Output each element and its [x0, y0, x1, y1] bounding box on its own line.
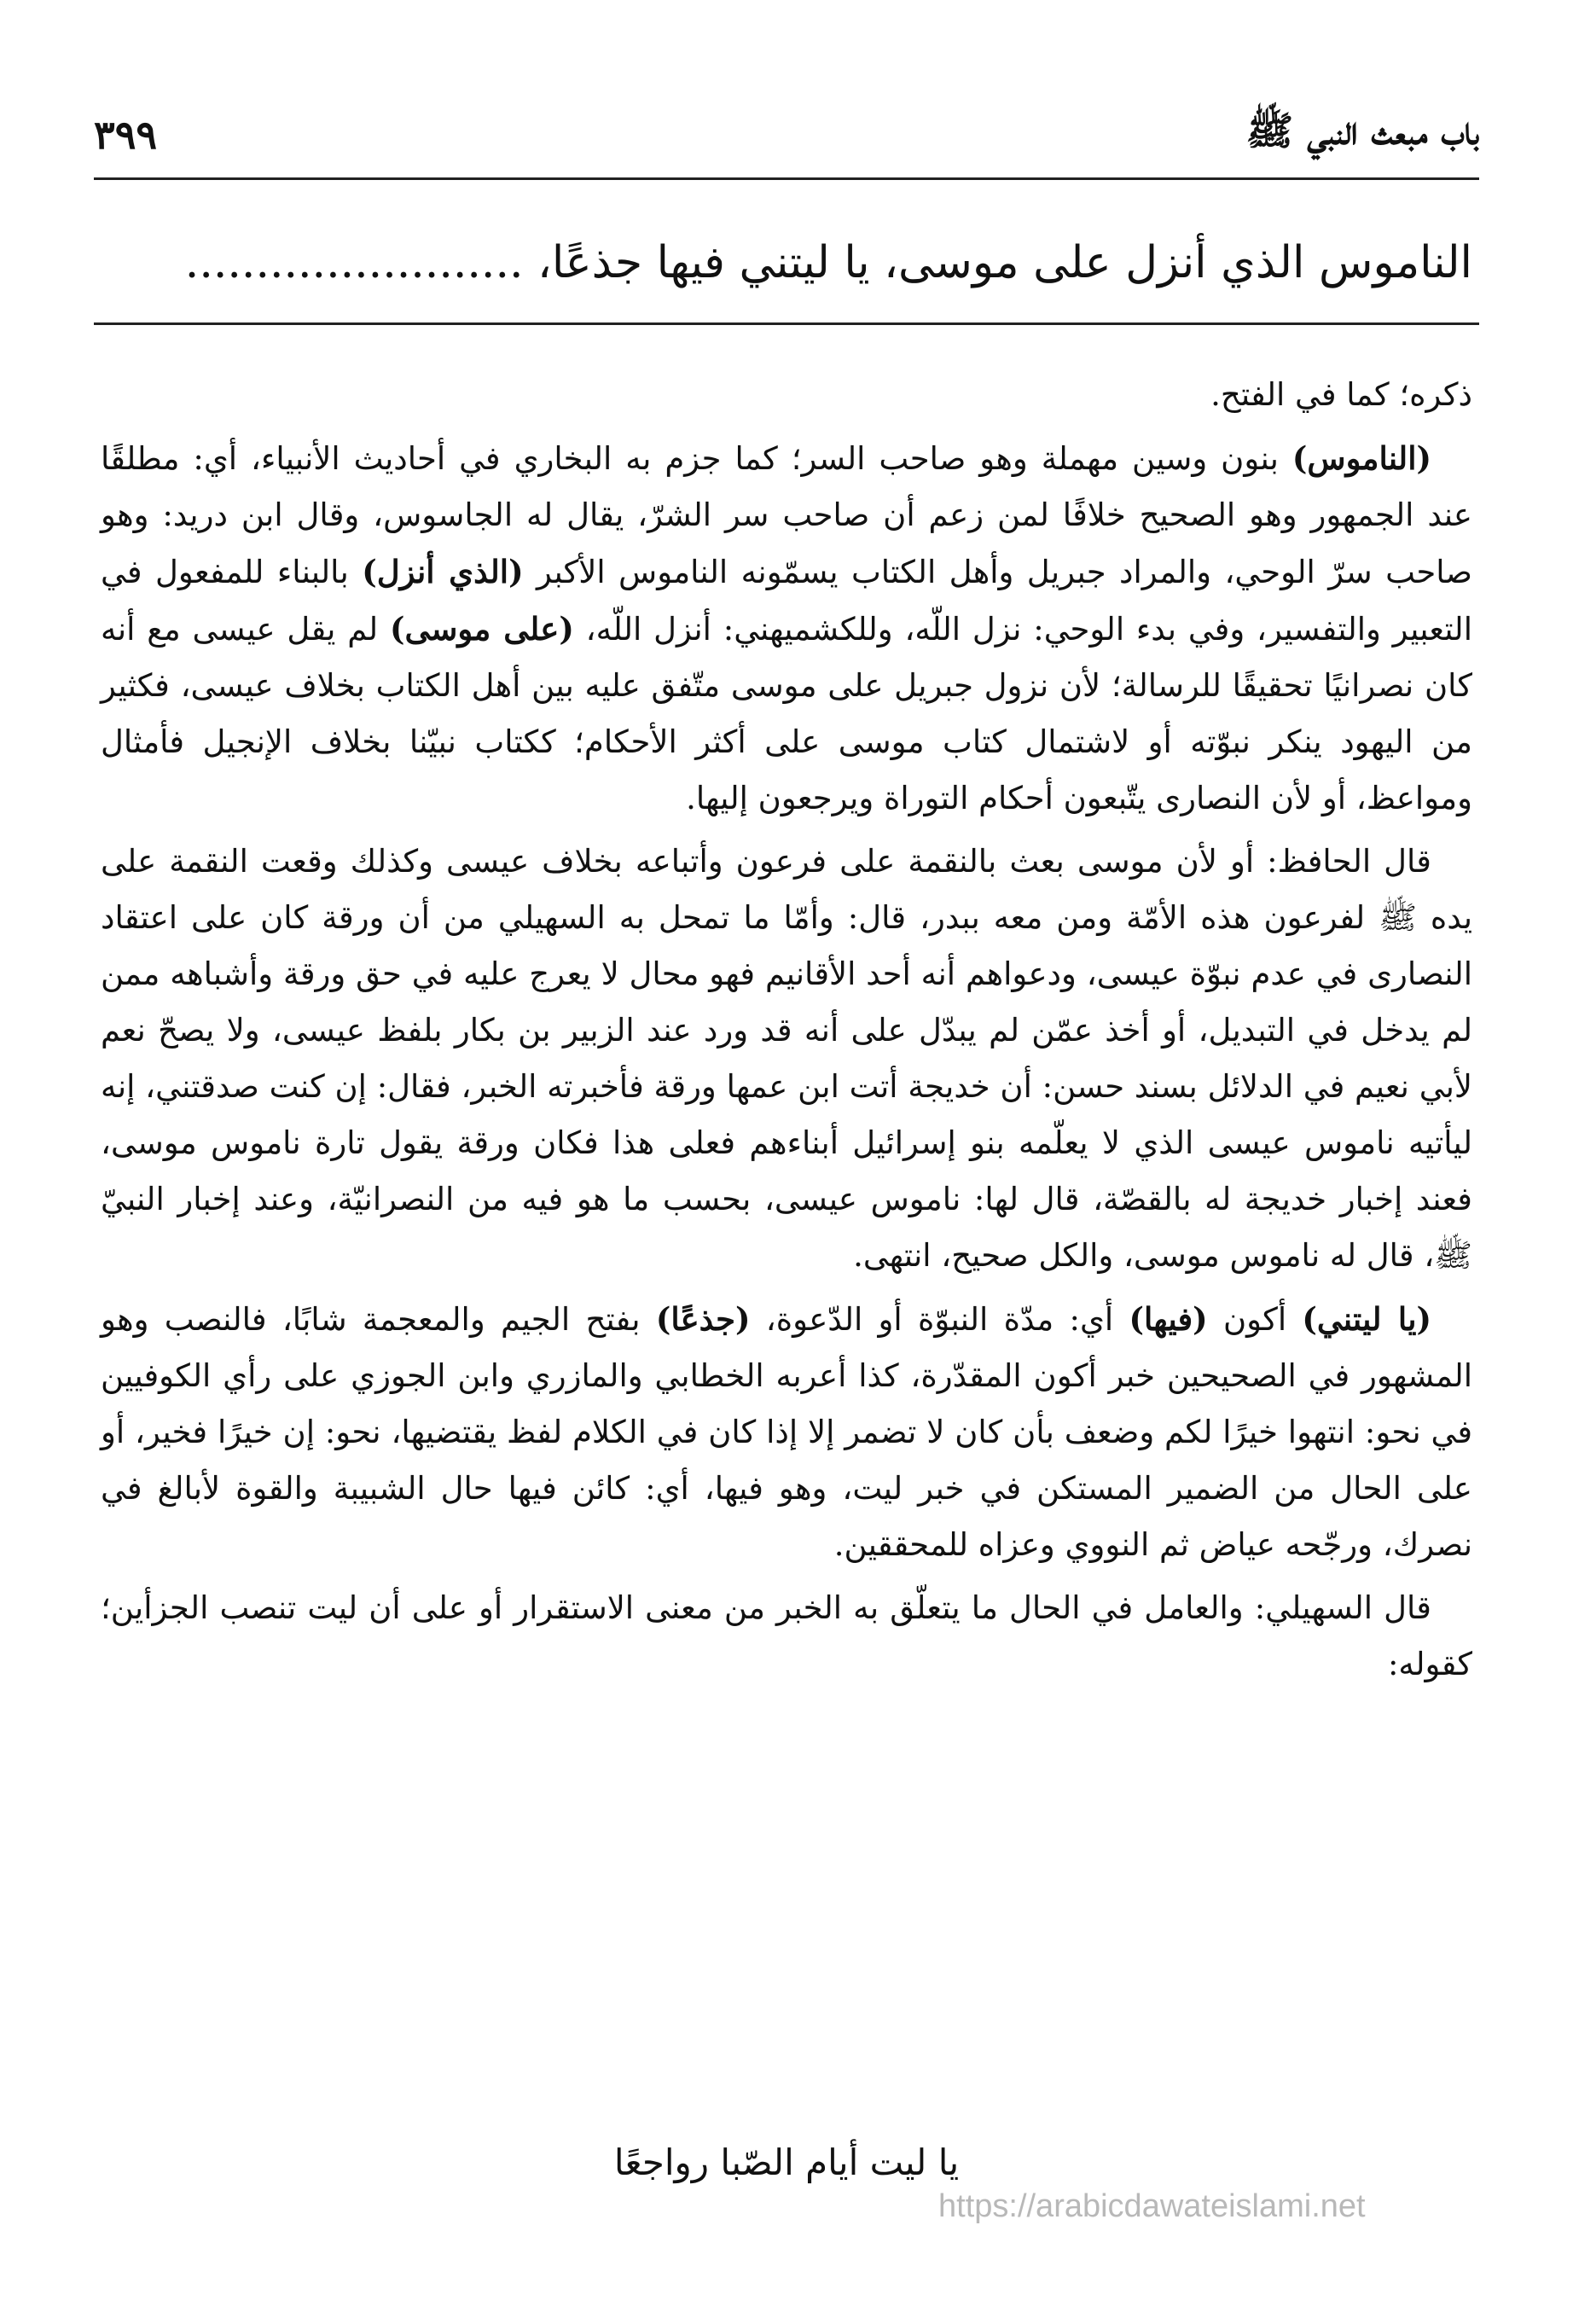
commentary-text: أكون: [1207, 1301, 1303, 1338]
lemma-term: (جذعًا): [655, 1300, 751, 1338]
running-header: [94, 101, 1479, 169]
lemma-term: (يا ليتني): [1302, 1300, 1432, 1338]
lemma-term: (فيها): [1129, 1300, 1208, 1338]
commentary-text: بالبناء للمفعول في التعبير والتفسير، وفي بدء الوحي: نزل اللّه، وللكشميهني: أنزل اللّه،: [101, 554, 1472, 648]
commentary-paragraph: [101, 1580, 1472, 1693]
commentary-text: لم يقل عيسى مع أنه كان نصرانيًا تحقيقًا للرسالة؛ لأن نزول جبريل على موسى متّفق عليه بين أهل الكتاب بخلاف عيسى، فكثير من اليهود ينكر نبوّته أو لاشتمال كتاب موسى على أكثر الأحكام؛ ككتاب نبيّنا بخلاف الإنجيل فأمثال ومواعظ، أو لأن النصارى يتّبعون أحكام التوراة ويرجعون إليها.: [101, 611, 1472, 816]
watermark-url: https://arabicdawateislami.net: [938, 2188, 1366, 2224]
commentary-text: قال السهيلي: والعامل في الحال ما يتعلّق به الخبر من معنى الاستقرار أو على أن ليت تنصب الجزأين؛ كقوله:: [101, 1589, 1472, 1682]
commentary-text: بنون وسين مهملة وهو صاحب السر؛ كما جزم به البخاري في أحاديث الأنبياء، أي: مطلقًا عند الجمهور وهو الصحيح خلافًا لمن زعم أن صاحب سر الشرّ، يقال له الجاسوس، وقال ابن دريد: وهو صاحب سرّ الوحي، والمراد جبريل وأهل الكتاب يسمّونه الناموس الأكبر: [101, 440, 1472, 590]
commentary-body: [101, 367, 1472, 1699]
commentary-text: ذكره؛ كما في الفتح.: [1210, 376, 1472, 413]
poetry-verse: يا ليت أيام الصّبا رواجعًا: [613, 2141, 960, 2183]
commentary-paragraph: [101, 430, 1472, 827]
commentary-paragraph: [101, 367, 1472, 423]
commentary-text: قال الحافظ: أو لأن موسى بعث بالنقمة على فرعون وأتباعه بخلاف عيسى وكذلك وقعت النقمة على يده ﷺ لفرعون هذه الأمّة ومن معه ببدر، قال: وأمّا ما تمحل به السهيلي من أن ورقة كان على اعتقاد النصارى في عدم نبوّة عيسى، ودعواهم أنه أحد الأقانيم فهو محال لا يعرج عليه في حق ورقة وأشباهه ممن لم يدخل في التبديل، أو أخذ عمّن لم يبدّل على أنه قد ورد عند الزبير بن بكار بلفظ عيسى، ولا يصحّ نعم لأبي نعيم في الدلائل بسند حسن: أن خديجة أتت ابن عمها ورقة فأخبرته الخبر، فقال: إن كنت صدقتني، إنه ليأتيه ناموس عيسى الذي لا يعلّمه بنو إسرائيل أبناءهم فعلى هذا فكان ورقة يقول تارة ناموس موسى، فعند إخبار خديجة له بالقصّة، قال لها: ناموس عيسى، بحسب ما هو فيه من النصرانيّة، وعند إخبار النبيّ ﷺ، قال له ناموس موسى، والكل صحيح، انتهى.: [101, 843, 1472, 1274]
commentary-text: بفتح الجيم والمعجمة شابًا، فالنصب وهو المشهور في الصحيحين خبر أكون المقدّرة، كذا أعربه الخطابي والمازري وابن الجوزي على رأي الكوفيين في نحو: انتهوا خيرًا لكم وضعف بأن كان لا تضمر إلا إذا كان في الكلام لفظ يقتضيها، نحو: إن خيرًا فخير، أو على الحال من الضمير المستكن في خبر ليت، وهو فيها، أي: كائن فيها حال الشبيبة والقوة لأبالغ في نصرك، ورجّحه عياض ثم النووي وعزاه للمحققين.: [101, 1301, 1472, 1563]
matn-text: [101, 229, 1472, 297]
matn-rule: [94, 322, 1479, 325]
page-number: ٣٩٩: [94, 112, 158, 158]
header-rule: [94, 177, 1479, 180]
commentary-text: أي: مدّة النبوّة أو الدّعوة،: [750, 1301, 1129, 1338]
commentary-paragraph: [101, 1291, 1472, 1573]
commentary-paragraph: [101, 834, 1472, 1284]
chapter-title: باب مبعث النبي ﷺ: [1245, 107, 1479, 154]
lemma-term: (الذي أنزل): [362, 553, 524, 590]
lemma-term: (الناموس): [1291, 439, 1431, 477]
lemma-term: (على موسى): [389, 610, 574, 648]
matn-quote: الناموس الذي أنزل على موسى، يا ليتني فيها جذعًا،: [537, 237, 1472, 288]
matn-ellipsis: ........................: [184, 237, 524, 288]
